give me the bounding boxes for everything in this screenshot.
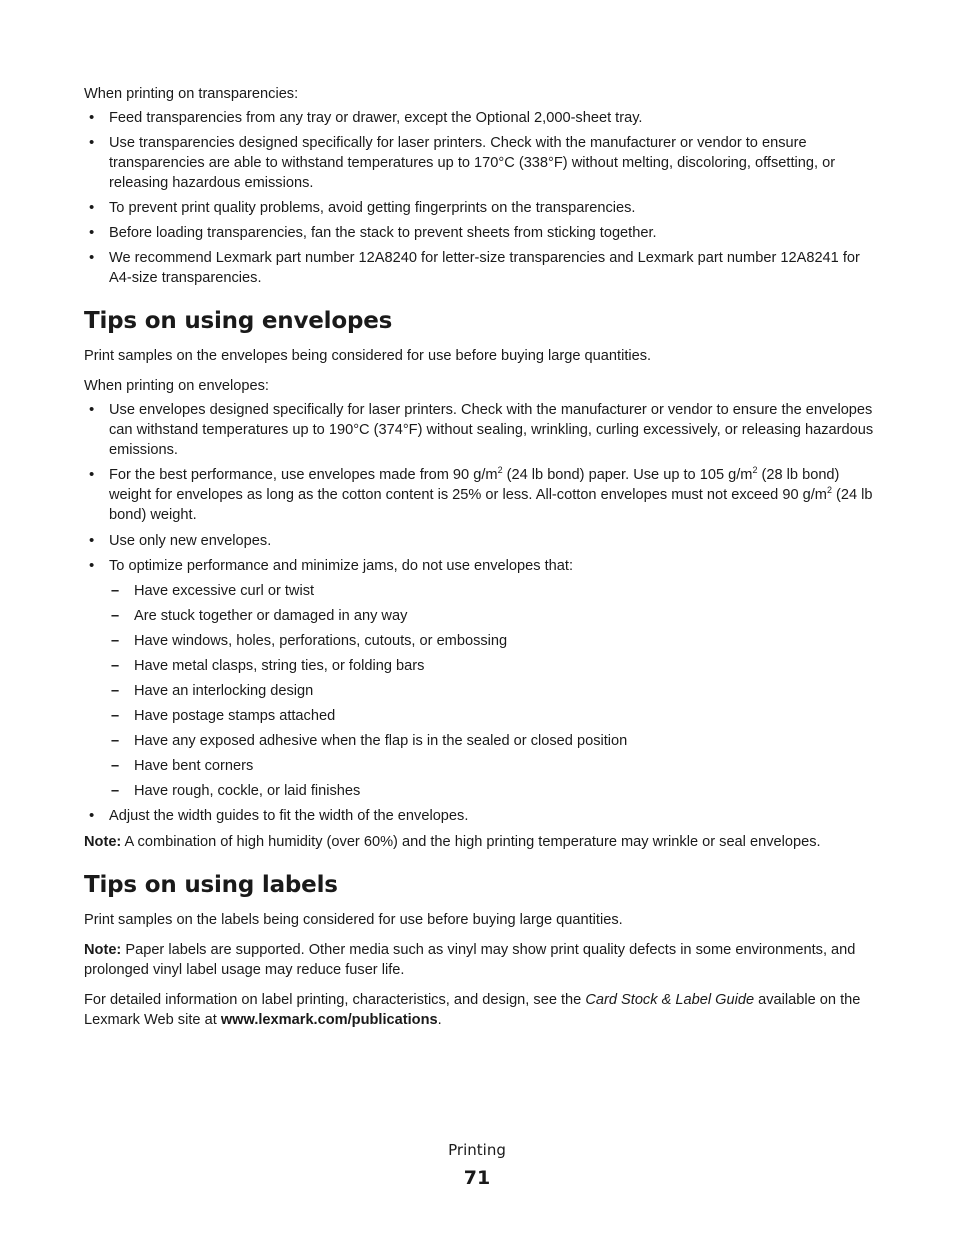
list-item: • Use only new envelopes. [84, 531, 874, 551]
list-item [84, 556, 874, 801]
sub-list-item: – Have rough, cockle, or laid finishes [109, 781, 874, 801]
note-text: Paper labels are supported. Other media such as vinyl may show print quality defects in some environments, and prolonged vinyl label usage may reduce fuser life. [84, 942, 856, 978]
footer-section-title: Printing [448, 1141, 506, 1159]
text-run: available on the Lexmark Web site at [84, 992, 861, 1028]
labels-paragraph: Print samples on the labels being considered for use before buying large quantities. [84, 912, 623, 928]
lexmark-url: www.lexmark.com/publications [220, 1012, 438, 1028]
sub-list-item: – Have bent corners [109, 756, 874, 776]
page-number: 71 [463, 1167, 491, 1189]
list-item: • Use envelopes designed specifically for laser printers. Check with the manufacturer or vendor to ensure the envelopes can withstand temperatures up to 190°C (374°F) without sealing, wrinkling, curling excessively, or releasing hazardous emissions. [84, 400, 874, 460]
sub-list-item: – Have postage stamps attached [109, 706, 874, 726]
list-item-text: To optimize performance and minimize jams, do not use envelopes that: [109, 558, 573, 574]
text-run: . [437, 1012, 442, 1028]
list-item: • Feed transparencies from any tray or drawer, except the Optional 2,000-sheet tray. [84, 108, 874, 128]
list-item: • Before loading transparencies, fan the stack to prevent sheets from sticking together. [84, 223, 874, 243]
sub-list-item: – Have metal clasps, string ties, or folding bars [109, 656, 874, 676]
note-label: Note: [84, 834, 122, 850]
envelopes-note [84, 832, 874, 852]
envelopes-list [84, 400, 874, 826]
labels-note [84, 940, 874, 980]
text-run: (24 lb bond) paper. Use up to 105 g/m [502, 467, 753, 483]
superscript: 2 [752, 465, 758, 475]
transparencies-intro: When printing on transparencies: [84, 86, 299, 102]
list-item: • Use transparencies designed specifically for laser printers. Check with the manufacturer or vendor to ensure transparencies are able to withstand temperatures up to 170°C (338°F) without melting, discoloring, offsetting, or releasing hazardous emissions. [84, 133, 874, 193]
sub-list-item: – Have any exposed adhesive when the flap is in the sealed or closed position [109, 731, 874, 751]
note-text: A combination of high humidity (over 60%) and the high printing temperature may wrinkle or seal envelopes. [121, 834, 821, 850]
envelopes-intro: When printing on envelopes: [84, 378, 269, 394]
list-item: • To prevent print quality problems, avoid getting fingerprints on the transparencies. [84, 198, 874, 218]
labels-reference [84, 990, 874, 1030]
envelopes-heading: Tips on using envelopes [84, 308, 393, 334]
note-label: Note: [84, 942, 122, 958]
sub-list-item: – Are stuck together or damaged in any way [109, 606, 874, 626]
text-run: For the best performance, use envelopes made from 90 g/m [109, 467, 498, 483]
superscript: 2 [497, 465, 503, 475]
list-item [84, 465, 874, 525]
text-run: (28 lb bond) weight for envelopes as long as the cotton content is 25% or less. All-cotton envelopes must not exceed 90 g/m [109, 467, 840, 503]
envelope-avoid-list [109, 581, 874, 801]
transparencies-list [84, 108, 874, 288]
page-content [84, 84, 874, 1040]
sub-list-item: – Have an interlocking design [109, 681, 874, 701]
text-run: For detailed information on label printing, characteristics, and design, see the [84, 992, 586, 1008]
superscript: 2 [826, 485, 832, 495]
list-item: • Adjust the width guides to fit the width of the envelopes. [84, 806, 874, 826]
sub-list-item: – Have windows, holes, perforations, cutouts, or embossing [109, 631, 874, 651]
sub-list-item: – Have excessive curl or twist [109, 581, 874, 601]
list-item: • We recommend Lexmark part number 12A8240 for letter-size transparencies and Lexmark part number 12A8241 for A4-size transparencies. [84, 248, 874, 288]
text-run: (24 lb bond) weight. [109, 487, 873, 523]
envelopes-paragraph: Print samples on the envelopes being considered for use before buying large quantities. [84, 348, 652, 364]
guide-title: Card Stock & Label Guide [585, 992, 755, 1008]
labels-heading: Tips on using labels [84, 872, 338, 898]
